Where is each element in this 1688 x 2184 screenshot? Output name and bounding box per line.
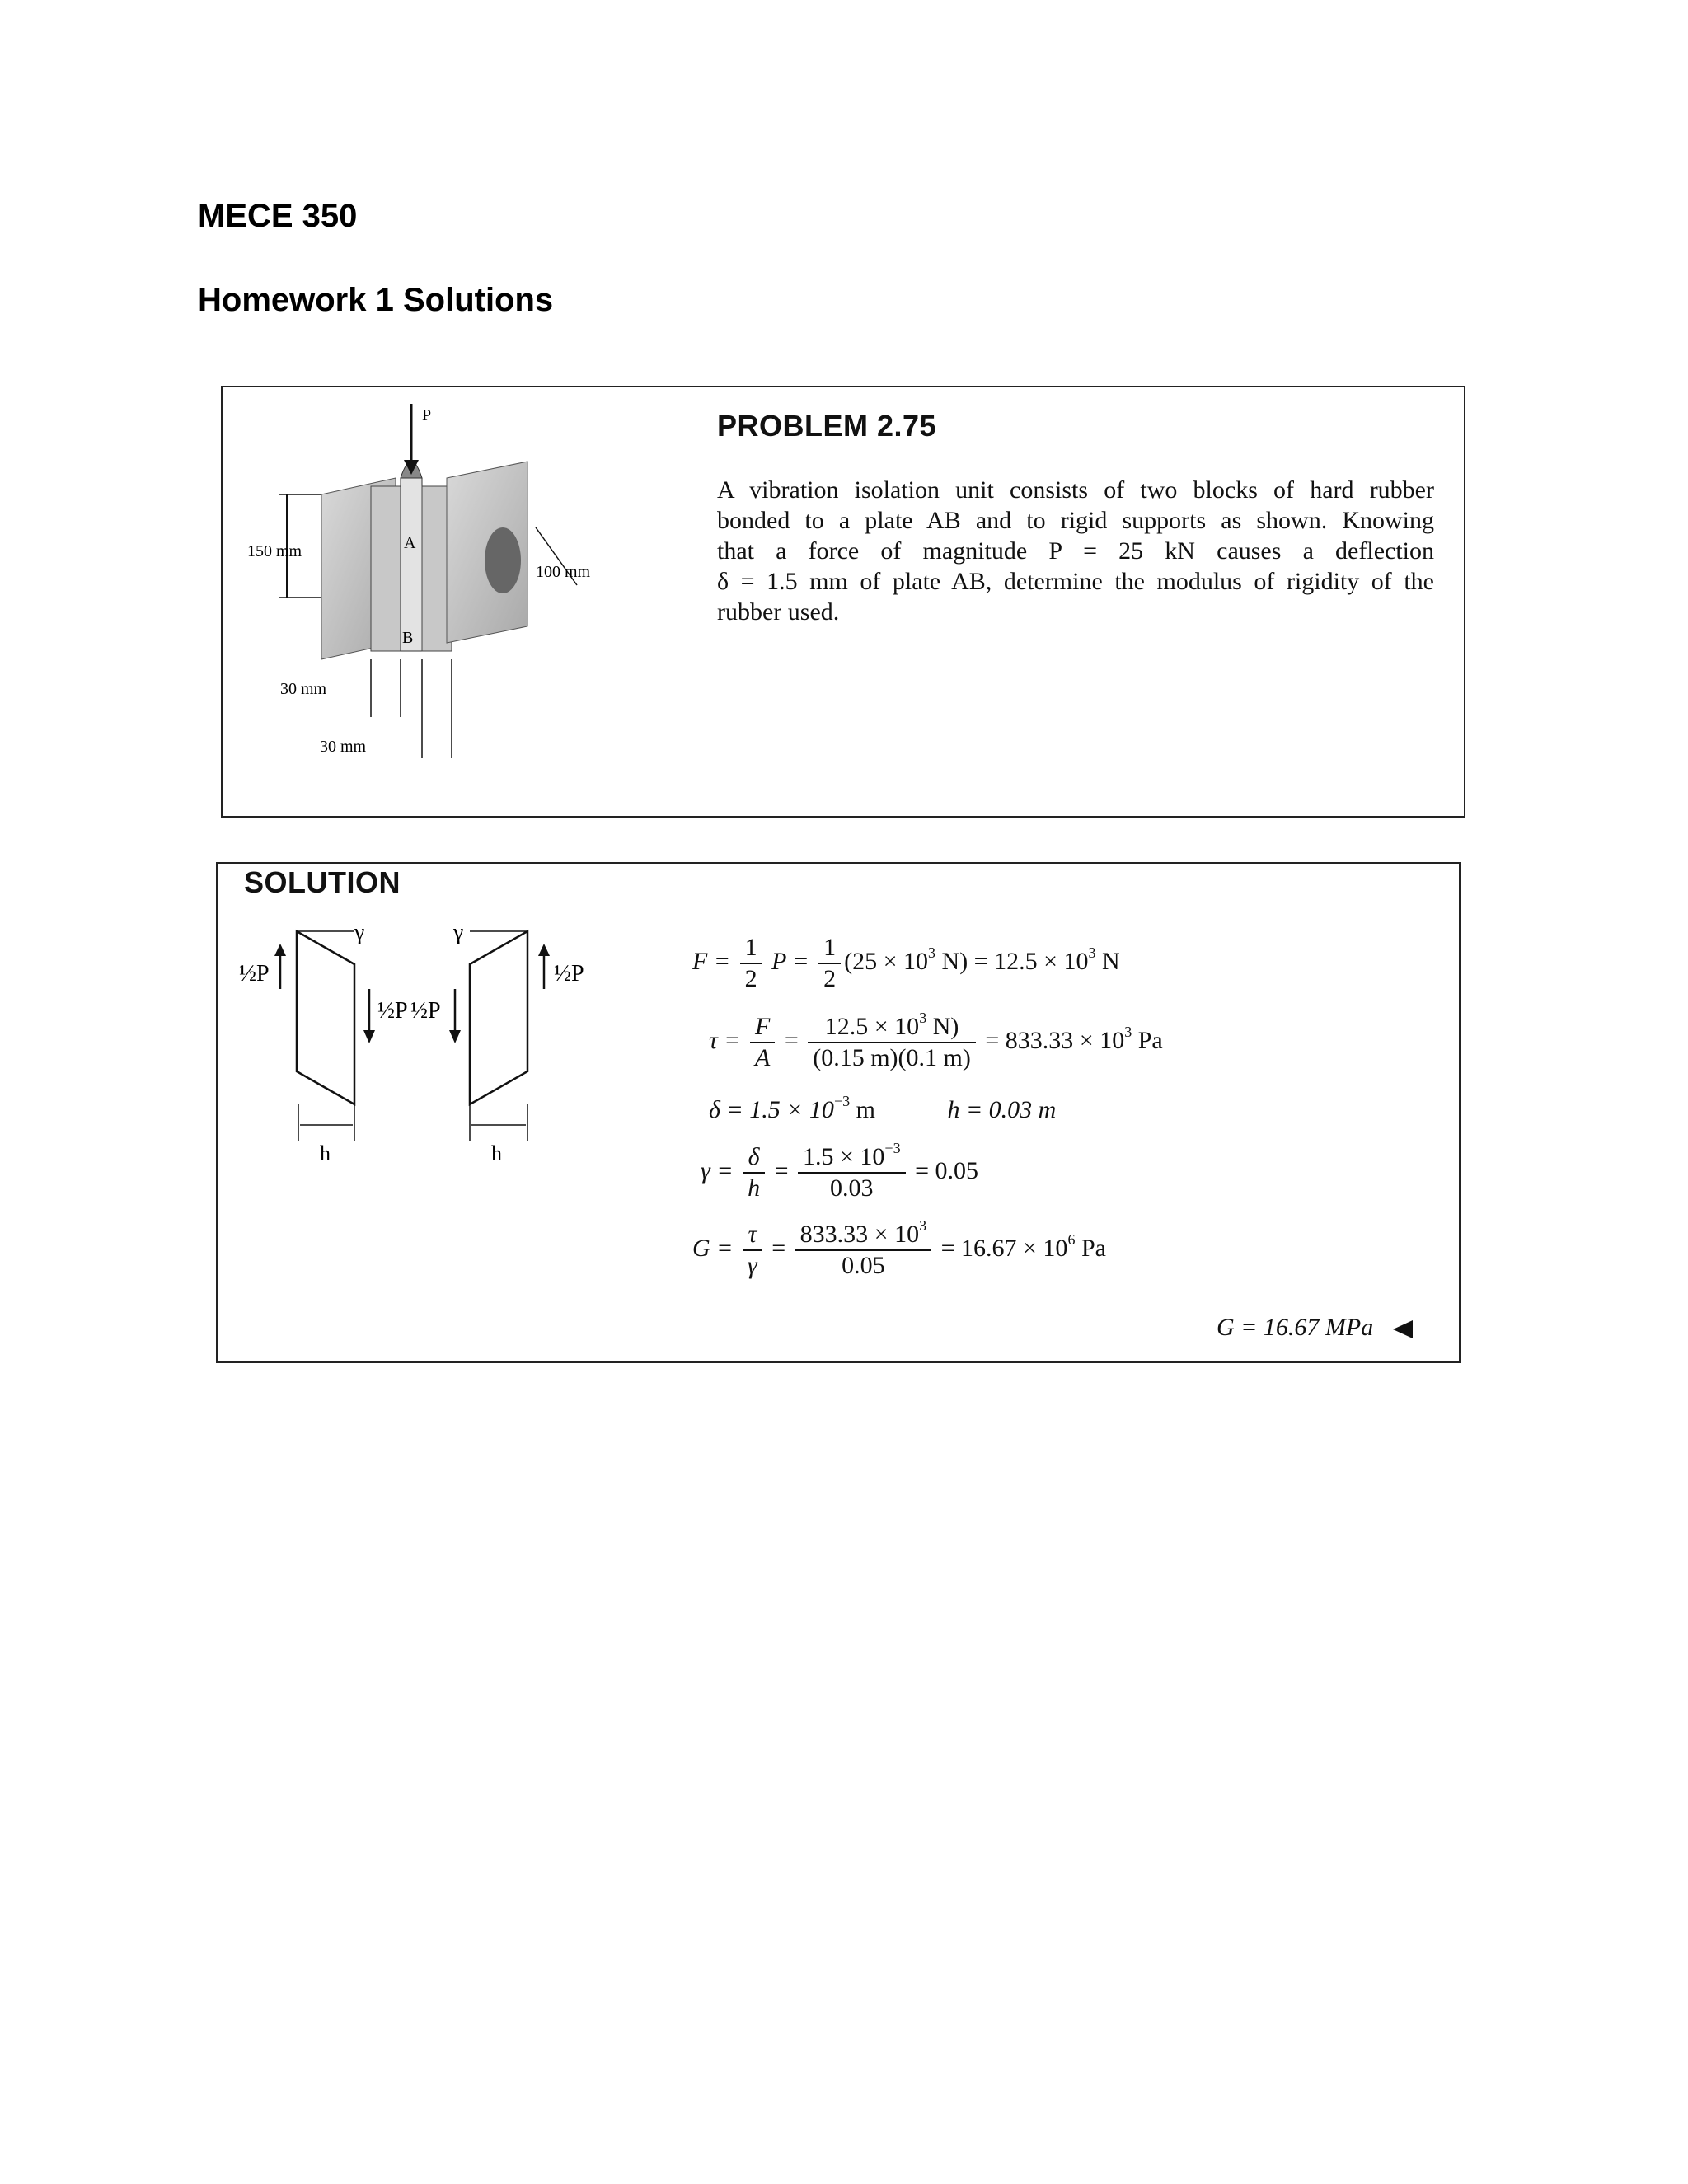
eq4-result: = 0.05 [915,1156,978,1184]
depth-dim-label: 100 mm [536,563,591,581]
thickness-label-left: h [320,1141,331,1165]
document-title: Homework 1 Solutions [198,282,554,318]
answer-marker-icon [1391,1319,1414,1340]
eq2-f-over-a [750,1012,775,1073]
eq2-result-exp: 3 [1124,1023,1132,1040]
eq5-num-exp: 3 [919,1217,927,1234]
force-label-mid-left: ½P [377,998,408,1024]
force-label-left: ½P [239,961,270,987]
eq2-result: = 833.33 × 10 [985,1026,1125,1054]
eq3-delta-unit: m [850,1096,875,1123]
final-answer [1217,1314,1414,1342]
equation-shear-strain [701,1142,978,1203]
problem-line: that a force of magnitude P = 25 kN causes a deflection [717,537,1434,565]
eq2-fraction [808,1012,976,1073]
height-dim-label: 150 mm [247,542,302,560]
force-label-right: ½P [554,961,584,987]
eq1-rest2: N) = 12.5 × 10 [935,947,1089,975]
eq5-result: = 16.67 × 10 [940,1234,1068,1262]
equation-modulus [692,1217,1106,1281]
strain-label-left: γ [354,920,365,945]
eq2-result-tail: Pa [1132,1026,1163,1054]
eq5-result-tail: Pa [1075,1234,1106,1262]
thickness-label-right: h [491,1141,502,1165]
eq5-fraction [795,1217,931,1281]
eq4-h: h [748,1174,761,1202]
eq2-denominator: (0.15 m)(0.1 m) [813,1044,971,1071]
eq4-lhs: γ = [701,1156,734,1184]
eq4-num-exp: −3 [884,1140,901,1156]
course-title: MECE 350 [198,198,358,234]
equation-force [692,933,1120,994]
eq2-equals: = [784,1026,799,1054]
problem-line: rubber used. [717,598,840,626]
eq2-lhs: τ = [709,1026,741,1054]
problem-heading: PROBLEM 2.75 [717,409,937,443]
eq1-exp1: 3 [928,944,936,961]
eq5-numerator [795,1217,931,1251]
eq5-equals: = [771,1234,786,1262]
eq1-den-2: 2 [823,965,837,992]
eq1-exp2: 3 [1088,944,1096,961]
problem-figure [231,396,692,808]
eq1-den: 2 [744,965,757,992]
eq1-p: P = [771,947,809,975]
eq5-g: γ [747,1252,757,1279]
thickness-dim-1-label: 30 mm [280,680,327,698]
eq4-denominator: 0.03 [830,1174,874,1202]
eq3-delta: δ = 1.5 × 10 [709,1096,834,1123]
problem-line: δ = 1.5 mm of plate AB, determine the modulus of rigidity of the [717,568,1434,595]
eq5-denominator: 0.05 [842,1252,885,1279]
final-answer-text: G = 16.67 MPa [1217,1314,1374,1341]
eq2-num-tail: N) [926,1013,959,1040]
eq4-num-text: 1.5 × 10 [803,1143,885,1170]
thickness-dim-2-label: 30 mm [320,738,367,756]
eq5-t: τ [743,1220,762,1251]
label-a: A [404,534,416,552]
eq4-d: δ [743,1142,765,1174]
equation-deflection [709,1093,1057,1124]
force-label-mid-right: ½P [410,998,441,1024]
eq4-d-over-h [743,1142,765,1203]
eq2-f: F [750,1012,775,1043]
load-label: P [422,406,432,424]
eq2-numerator [808,1012,976,1043]
eq2-a: A [754,1044,771,1071]
eq3-delta-exp: −3 [833,1093,851,1109]
eq1-num: 1 [740,933,762,964]
shear-sketch [231,915,626,1187]
eq4-equals: = [774,1156,789,1184]
label-b: B [402,629,414,647]
problem-line: bonded to a plate AB and to rigid supports as shown. Knowing [717,507,1434,534]
eq1-half-1 [740,933,762,994]
eq2-num-exp: 3 [919,1010,927,1026]
eq4-numerator [798,1142,906,1174]
eq5-num-text: 833.33 × 10 [799,1221,920,1248]
problem-line: A vibration isolation unit consists of two blocks of hard rubber [717,476,1434,504]
solution-heading: SOLUTION [244,865,401,899]
eq2-num-text: 12.5 × 10 [824,1013,920,1040]
eq5-t-over-g [743,1220,762,1281]
eq3-h: h = 0.03 m [947,1096,1057,1123]
eq5-lhs: G = [692,1234,734,1262]
eq1-rest: (25 × 10 [844,947,929,975]
eq1-rest3: N [1095,947,1120,975]
eq1-half-2 [818,933,841,994]
strain-label-right: γ [453,920,464,945]
eq1-lhs: F = [692,947,731,975]
problem-statement [717,475,1434,627]
eq1-num-2: 1 [818,933,841,964]
equation-shear-stress [709,1012,1163,1073]
eq5-result-exp: 6 [1067,1230,1076,1248]
eq4-fraction [798,1142,906,1203]
